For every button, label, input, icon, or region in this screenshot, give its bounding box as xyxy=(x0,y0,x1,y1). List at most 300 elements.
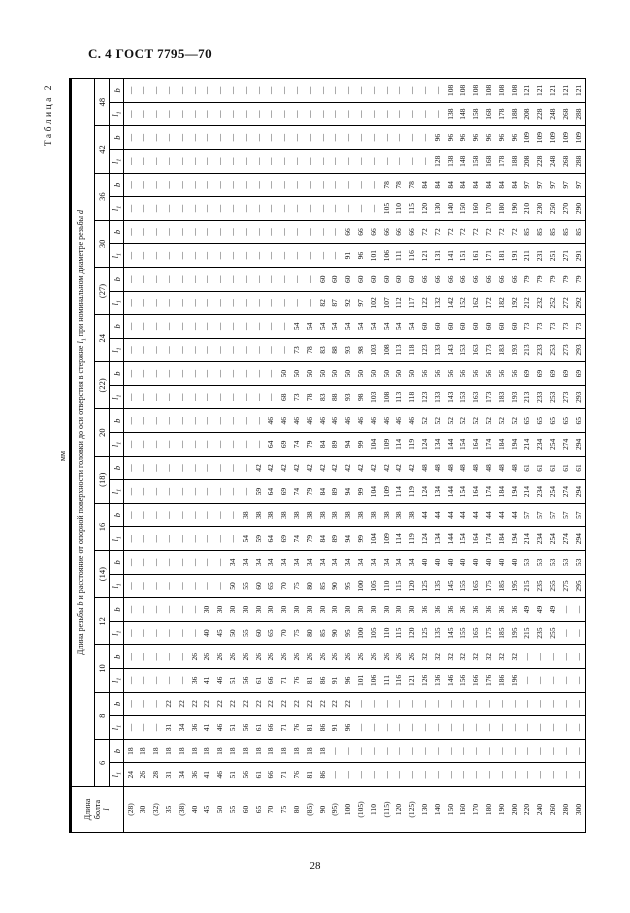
l1-cell: 186 xyxy=(495,669,508,693)
l1-cell: 164 xyxy=(470,480,483,504)
b-cell: — xyxy=(329,173,342,197)
b-cell: 38 xyxy=(367,503,380,527)
b-cell: 40 xyxy=(457,551,470,575)
b-cell: — xyxy=(316,220,329,244)
l1-cell: — xyxy=(252,244,265,268)
l1-cell: — xyxy=(252,338,265,362)
sublabel-sub: 1 xyxy=(116,536,123,540)
header-row-diameters xyxy=(95,78,110,832)
l1-cell: — xyxy=(418,102,431,126)
l1-cell: 78 xyxy=(303,385,316,409)
l1-cell: — xyxy=(367,763,380,787)
l1-cell: 248 xyxy=(546,149,559,173)
b-cell: — xyxy=(150,409,163,433)
l1-cell: 290 xyxy=(572,197,585,221)
b-cell: — xyxy=(508,739,521,763)
l1-cell: — xyxy=(175,433,188,457)
b-cell: 32 xyxy=(444,645,457,669)
l1-cell: — xyxy=(188,291,201,315)
b-cell: — xyxy=(175,409,188,433)
b-cell: — xyxy=(137,692,150,716)
b-cell: 42 xyxy=(380,456,393,480)
l1-cell: 155 xyxy=(457,574,470,598)
b-cell: 72 xyxy=(508,220,521,244)
b-cell: — xyxy=(559,598,572,622)
bolt-length-cell: 30 xyxy=(137,787,150,833)
l1-cell: — xyxy=(162,669,175,693)
b-cell: 44 xyxy=(457,503,470,527)
b-cell: — xyxy=(150,503,163,527)
l1-cell: 107 xyxy=(380,291,393,315)
l1-cell: 71 xyxy=(278,716,291,740)
l1-cell: — xyxy=(175,621,188,645)
l1-sublabel xyxy=(110,716,124,740)
l1-cell: 100 xyxy=(354,621,367,645)
b-cell: — xyxy=(124,456,137,480)
header-row-title xyxy=(71,78,95,832)
b-cell: 53 xyxy=(546,551,559,575)
l1-cell: 123 xyxy=(418,385,431,409)
b-cell: 32 xyxy=(482,645,495,669)
b-cell: — xyxy=(380,126,393,150)
l1-cell: 144 xyxy=(444,433,457,457)
l1-cell: — xyxy=(137,669,150,693)
sublabel-symbol: l xyxy=(110,161,121,164)
b-cell: 22 xyxy=(303,692,316,716)
b-cell: 60 xyxy=(470,315,483,339)
b-cell: 73 xyxy=(559,315,572,339)
b-cell: 84 xyxy=(418,173,431,197)
b-cell: 50 xyxy=(354,362,367,386)
table-row xyxy=(521,78,534,832)
b-cell: — xyxy=(457,692,470,716)
b-sublabel xyxy=(110,173,124,197)
l1-cell: 105 xyxy=(367,574,380,598)
b-cell: 30 xyxy=(406,598,419,622)
l1-cell: — xyxy=(175,574,188,598)
l1-cell: — xyxy=(162,291,175,315)
l1-cell: — xyxy=(342,197,355,221)
l1-cell: 41 xyxy=(201,669,214,693)
sublabel-sub: 1 xyxy=(116,488,123,492)
l1-cell: 80 xyxy=(303,574,316,598)
b-cell: 34 xyxy=(278,551,291,575)
l1-cell: 168 xyxy=(482,149,495,173)
l1-cell: 109 xyxy=(380,433,393,457)
b-cell: — xyxy=(406,692,419,716)
l1-cell: 88 xyxy=(329,338,342,362)
l1-cell: — xyxy=(226,433,239,457)
l1-cell: 116 xyxy=(393,669,406,693)
l1-cell: — xyxy=(278,244,291,268)
b-sublabel xyxy=(110,409,124,433)
b-cell: — xyxy=(137,551,150,575)
l1-cell: — xyxy=(201,102,214,126)
l1-cell: — xyxy=(559,716,572,740)
b-cell: — xyxy=(546,645,559,669)
sublabel-sub: 1 xyxy=(116,677,123,681)
l1-cell: 26 xyxy=(137,763,150,787)
table-span-title xyxy=(71,78,95,786)
l1-cell: 193 xyxy=(508,338,521,362)
b-cell: 69 xyxy=(546,362,559,386)
b-cell: — xyxy=(265,220,278,244)
l1-cell: 108 xyxy=(380,385,393,409)
b-cell: 108 xyxy=(508,78,521,102)
b-cell: — xyxy=(226,315,239,339)
b-cell: — xyxy=(239,362,252,386)
b-cell: — xyxy=(342,173,355,197)
l1-cell: 120 xyxy=(406,574,419,598)
l1-cell: 138 xyxy=(444,102,457,126)
b-cell: 66 xyxy=(406,220,419,244)
l1-cell: — xyxy=(137,621,150,645)
l1-cell: 24 xyxy=(124,763,137,787)
l1-cell: — xyxy=(150,244,163,268)
b-cell: 36 xyxy=(418,598,431,622)
l1-cell: 136 xyxy=(431,669,444,693)
b-cell: — xyxy=(150,315,163,339)
b-cell: 48 xyxy=(508,456,521,480)
l1-cell: 50 xyxy=(226,621,239,645)
b-cell: 18 xyxy=(175,739,188,763)
l1-cell: 233 xyxy=(534,385,547,409)
b-cell: 56 xyxy=(418,362,431,386)
l1-cell: — xyxy=(137,385,150,409)
l1-cell: 65 xyxy=(265,621,278,645)
b-cell: 66 xyxy=(457,267,470,291)
l1-cell: 94 xyxy=(342,527,355,551)
b-cell: 96 xyxy=(444,126,457,150)
l1-cell: — xyxy=(329,149,342,173)
l1-cell: 82 xyxy=(316,291,329,315)
l1-cell: — xyxy=(137,102,150,126)
b-cell: 54 xyxy=(329,315,342,339)
b-cell: — xyxy=(521,739,534,763)
b-cell: 38 xyxy=(354,503,367,527)
sublabel-symbol: b xyxy=(111,513,122,518)
b-cell: — xyxy=(278,220,291,244)
b-cell: — xyxy=(162,267,175,291)
l1-cell: 133 xyxy=(431,385,444,409)
l1-cell: 254 xyxy=(546,480,559,504)
b-cell: — xyxy=(418,739,431,763)
b-cell: — xyxy=(201,267,214,291)
l1-cell: 103 xyxy=(367,385,380,409)
l1-cell: 36 xyxy=(188,669,201,693)
l1-cell: — xyxy=(521,716,534,740)
b-cell: 60 xyxy=(444,315,457,339)
diameter-header: (14) xyxy=(95,551,110,598)
table-row xyxy=(482,78,495,832)
l1-cell: 101 xyxy=(367,244,380,268)
b-cell: 46 xyxy=(278,409,291,433)
l1-cell: — xyxy=(329,197,342,221)
b-cell: 50 xyxy=(342,362,355,386)
l1-cell: 83 xyxy=(316,385,329,409)
l1-cell: 114 xyxy=(393,527,406,551)
bolt-length-cell: 240 xyxy=(534,787,547,833)
l1-cell: — xyxy=(214,244,227,268)
l1-cell: — xyxy=(303,291,316,315)
b-cell: 38 xyxy=(290,503,303,527)
b-cell: — xyxy=(316,126,329,150)
l1-cell: 54 xyxy=(239,527,252,551)
b-cell: 46 xyxy=(290,409,303,433)
b-cell: — xyxy=(303,220,316,244)
l1-cell: 50 xyxy=(226,574,239,598)
l1-cell: — xyxy=(226,527,239,551)
b-cell: — xyxy=(290,267,303,291)
l1-cell: 115 xyxy=(393,621,406,645)
l1-cell: 81 xyxy=(303,669,316,693)
l1-cell: 87 xyxy=(329,291,342,315)
b-cell: 85 xyxy=(572,220,585,244)
b-cell: 42 xyxy=(290,456,303,480)
table-row xyxy=(367,78,380,832)
b-cell: — xyxy=(162,645,175,669)
l1-cell: 232 xyxy=(534,291,547,315)
l1-cell: 165 xyxy=(470,574,483,598)
l1-cell: — xyxy=(124,527,137,551)
b-cell: 79 xyxy=(534,267,547,291)
b-cell: 22 xyxy=(226,692,239,716)
b-cell: — xyxy=(239,78,252,102)
b-cell: — xyxy=(162,315,175,339)
l1-cell: — xyxy=(137,574,150,598)
l1-cell: 134 xyxy=(431,527,444,551)
b-cell: 38 xyxy=(393,503,406,527)
b-cell: — xyxy=(393,692,406,716)
length-column-header xyxy=(71,787,124,833)
l1-cell: — xyxy=(175,244,188,268)
b-cell: — xyxy=(406,126,419,150)
b-cell: — xyxy=(214,409,227,433)
b-cell: 30 xyxy=(214,598,227,622)
l1-cell: — xyxy=(150,669,163,693)
table-row xyxy=(559,78,572,832)
b-cell: 54 xyxy=(406,315,419,339)
b-cell: 109 xyxy=(521,126,534,150)
l1-cell: — xyxy=(226,480,239,504)
bolt-length-cell: 70 xyxy=(265,787,278,833)
l1-cell: — xyxy=(201,480,214,504)
l1-cell: 51 xyxy=(226,669,239,693)
b-cell: 18 xyxy=(239,739,252,763)
b-cell: — xyxy=(214,551,227,575)
l1-cell: — xyxy=(188,197,201,221)
b-cell: 49 xyxy=(521,598,534,622)
l1-cell: 135 xyxy=(431,621,444,645)
table-row xyxy=(252,78,265,832)
b-cell: 22 xyxy=(278,692,291,716)
b-cell: 26 xyxy=(380,645,393,669)
l1-cell: — xyxy=(252,197,265,221)
table-row xyxy=(265,78,278,832)
l1-cell: — xyxy=(316,244,329,268)
b-cell: — xyxy=(546,739,559,763)
bolt-length-cell: 160 xyxy=(457,787,470,833)
b-cell: 30 xyxy=(278,598,291,622)
l1-cell: 108 xyxy=(380,338,393,362)
b-cell: 34 xyxy=(252,551,265,575)
b-cell: — xyxy=(175,551,188,575)
l1-cell: 86 xyxy=(316,669,329,693)
b-cell: 60 xyxy=(342,267,355,291)
l1-cell: 78 xyxy=(303,338,316,362)
b-cell: 84 xyxy=(431,173,444,197)
l1-cell: 273 xyxy=(559,385,572,409)
b-cell: — xyxy=(342,126,355,150)
l1-cell: — xyxy=(303,102,316,126)
b-cell: 34 xyxy=(393,551,406,575)
l1-cell: — xyxy=(380,763,393,787)
l1-cell: 230 xyxy=(534,197,547,221)
b-cell: 44 xyxy=(431,503,444,527)
l1-cell: 272 xyxy=(559,291,572,315)
l1-cell: 133 xyxy=(431,338,444,362)
b-cell: 48 xyxy=(418,456,431,480)
l1-cell: 180 xyxy=(495,197,508,221)
l1-cell: — xyxy=(175,527,188,551)
b-cell: — xyxy=(201,551,214,575)
l1-cell: 56 xyxy=(239,763,252,787)
b-cell: 26 xyxy=(226,645,239,669)
l1-cell: 34 xyxy=(175,763,188,787)
l1-cell: — xyxy=(162,149,175,173)
b-cell: 34 xyxy=(342,551,355,575)
l1-cell: — xyxy=(226,149,239,173)
bolt-length-cell: (115) xyxy=(380,787,393,833)
l1-cell: 274 xyxy=(559,527,572,551)
l1-cell: — xyxy=(175,197,188,221)
l1-sublabel xyxy=(110,574,124,598)
b-cell: — xyxy=(572,692,585,716)
l1-cell: — xyxy=(201,338,214,362)
b-cell: — xyxy=(175,598,188,622)
l1-cell: 178 xyxy=(495,102,508,126)
b-cell: 26 xyxy=(214,645,227,669)
table-row xyxy=(508,78,521,832)
l1-cell: 166 xyxy=(470,669,483,693)
b-cell: — xyxy=(482,692,495,716)
b-cell: 96 xyxy=(495,126,508,150)
b-cell: — xyxy=(354,126,367,150)
b-cell: — xyxy=(367,739,380,763)
bolt-length-cell: 180 xyxy=(482,787,495,833)
b-sublabel xyxy=(110,362,124,386)
l1-cell: — xyxy=(150,102,163,126)
bolt-length-cell: (38) xyxy=(175,787,188,833)
l1-cell: 105 xyxy=(367,621,380,645)
l1-cell: 174 xyxy=(482,527,495,551)
b-cell: 44 xyxy=(418,503,431,527)
l1-cell: — xyxy=(201,149,214,173)
l1-cell: 178 xyxy=(495,149,508,173)
l1-cell: — xyxy=(239,102,252,126)
table-row xyxy=(226,78,239,832)
l1-cell: 170 xyxy=(482,197,495,221)
b-cell: 52 xyxy=(470,409,483,433)
table-row xyxy=(393,78,406,832)
table-caption: Таблица 2 xyxy=(44,83,54,147)
l1-cell: 152 xyxy=(457,291,470,315)
l1-cell: 233 xyxy=(534,338,547,362)
b-cell: 108 xyxy=(495,78,508,102)
b-cell: 72 xyxy=(457,220,470,244)
l1-cell: 141 xyxy=(444,244,457,268)
b-cell: — xyxy=(188,220,201,244)
l1-cell: 95 xyxy=(342,621,355,645)
l1-cell: 118 xyxy=(406,338,419,362)
l1-cell: 94 xyxy=(342,433,355,457)
l1-cell: 184 xyxy=(495,480,508,504)
b-cell: — xyxy=(457,739,470,763)
b-cell: 66 xyxy=(393,220,406,244)
l1-cell: — xyxy=(444,763,457,787)
l1-cell: — xyxy=(290,291,303,315)
l1-cell: 193 xyxy=(508,385,521,409)
l1-cell: — xyxy=(265,197,278,221)
sublabel-symbol: l xyxy=(110,775,121,778)
l1-cell: 126 xyxy=(418,669,431,693)
table-row xyxy=(188,78,201,832)
l1-cell: 111 xyxy=(393,244,406,268)
l1-cell: — xyxy=(124,669,137,693)
b-cell: — xyxy=(137,503,150,527)
l1-cell: 56 xyxy=(239,716,252,740)
b-sublabel xyxy=(110,267,124,291)
l1-cell: 235 xyxy=(534,621,547,645)
l1-cell: 196 xyxy=(508,669,521,693)
l1-cell: — xyxy=(265,338,278,362)
l1-cell: 90 xyxy=(329,574,342,598)
b-cell: 44 xyxy=(444,503,457,527)
l1-cell: — xyxy=(239,480,252,504)
b-cell: 108 xyxy=(444,78,457,102)
b-cell: 60 xyxy=(329,267,342,291)
b-cell: 42 xyxy=(329,456,342,480)
l1-cell: 164 xyxy=(470,527,483,551)
b-cell: — xyxy=(265,267,278,291)
l1-cell: — xyxy=(418,763,431,787)
b-cell: 22 xyxy=(239,692,252,716)
b-cell: 42 xyxy=(354,456,367,480)
b-cell: 96 xyxy=(457,126,470,150)
l1-cell: — xyxy=(124,338,137,362)
sublabel-symbol: b xyxy=(111,607,122,612)
b-cell: 34 xyxy=(316,551,329,575)
l1-cell: 146 xyxy=(444,669,457,693)
b-cell: — xyxy=(201,220,214,244)
sublabel-symbol: l xyxy=(110,680,121,684)
b-cell: — xyxy=(150,598,163,622)
page-header: С. 4 ГОСТ 7795—70 xyxy=(88,46,212,61)
l1-cell: — xyxy=(495,716,508,740)
b-cell: 36 xyxy=(470,598,483,622)
l1-cell: 109 xyxy=(380,527,393,551)
l1-cell: 194 xyxy=(508,527,521,551)
l1-cell: 142 xyxy=(444,291,457,315)
b-cell: — xyxy=(188,456,201,480)
b-cell: 36 xyxy=(444,598,457,622)
l1-cell: 112 xyxy=(393,291,406,315)
b-cell: — xyxy=(162,503,175,527)
l1-cell: — xyxy=(239,338,252,362)
b-cell: 46 xyxy=(342,409,355,433)
sublabel-symbol: l xyxy=(110,208,121,212)
l1-cell: 255 xyxy=(546,621,559,645)
